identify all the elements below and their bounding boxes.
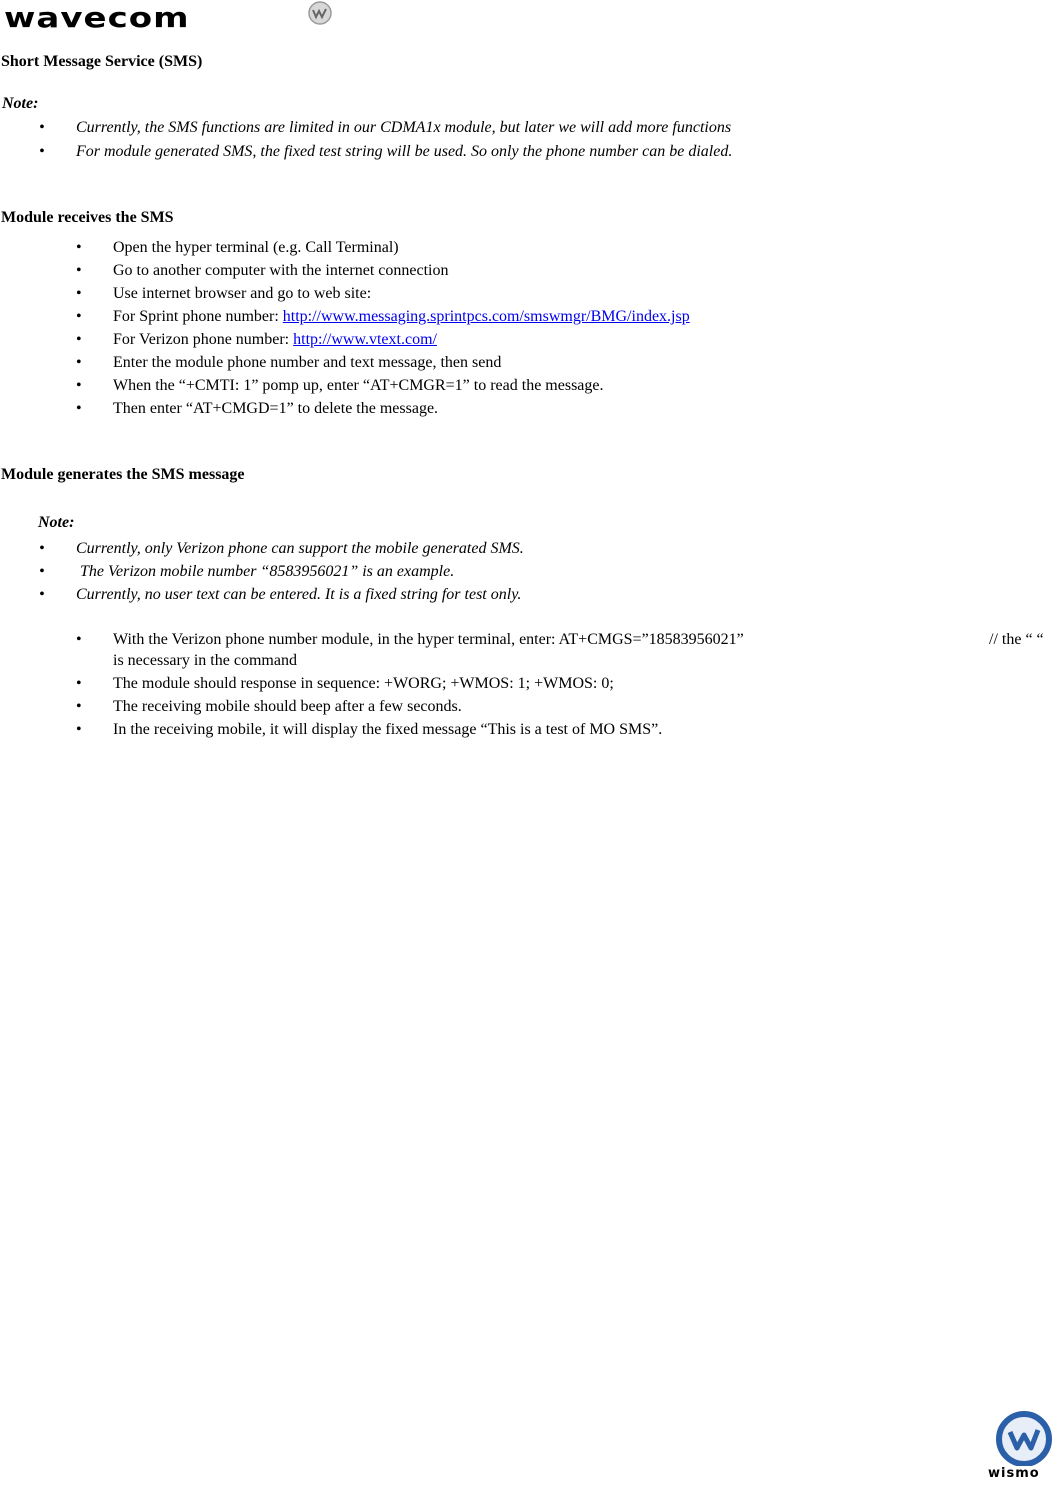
bullet-icon: • bbox=[39, 540, 45, 557]
list-item: • Go to another computer with the internet connection bbox=[113, 259, 448, 282]
section-heading-receive: Module receives the SMS bbox=[1, 209, 174, 226]
bullet-icon: • bbox=[76, 354, 82, 371]
list-item-step: • In the receiving mobile, it will display the fixed message “This is a test of MO SMS”. bbox=[113, 718, 662, 741]
note-label: Note: bbox=[38, 514, 75, 531]
note-item: • Currently, no user text can be entered. It is a fixed string for test only. bbox=[76, 583, 521, 606]
note-item: • Currently, the SMS functions are limited in our CDMA1x module, but later we will add more functions bbox=[76, 116, 731, 139]
list-item-step: • The receiving mobile should beep after a few seconds. bbox=[113, 695, 462, 718]
bullet-icon: • bbox=[76, 400, 82, 417]
step-comment: // the “ “ bbox=[989, 631, 1044, 648]
bullet-icon: • bbox=[39, 586, 45, 603]
verizon-url-link[interactable]: http://www.vtext.com/ bbox=[293, 331, 437, 348]
bullet-icon: • bbox=[76, 331, 82, 348]
list-item: • Then enter “AT+CMGD=1” to delete the message. bbox=[113, 397, 438, 420]
sprint-url-link[interactable]: http://www.messaging.sprintpcs.com/smswmgr/BMG/index.jsp bbox=[282, 308, 690, 325]
list-item: • Use internet browser and go to web site: bbox=[113, 282, 371, 305]
note-item: • The Verizon mobile number “8583956021” is an example. bbox=[76, 560, 454, 583]
bullet-icon: • bbox=[76, 285, 82, 302]
list-item: • Open the hyper terminal (e.g. Call Terminal) bbox=[113, 236, 399, 259]
note-item: • Currently, only Verizon phone can support the mobile generated SMS. bbox=[76, 537, 524, 560]
note-label: Note: bbox=[2, 95, 39, 112]
bullet-icon: • bbox=[76, 239, 82, 256]
bullet-icon: • bbox=[39, 143, 45, 160]
step-continuation: is necessary in the command bbox=[113, 652, 297, 669]
list-item-sprint: • For Sprint phone number: http://www.messaging.sprintpcs.com/smswmgr/BMG/index.jsp bbox=[113, 305, 690, 328]
list-item: • When the “+CMTI: 1” pomp up, enter “AT+CMGR=1” to read the message. bbox=[113, 374, 604, 397]
list-item-step: • With the Verizon phone number module, in the hyper terminal, enter: AT+CMGS=”18583956021” bbox=[113, 628, 744, 651]
wismo-logo-text: wismo bbox=[988, 1466, 1040, 1481]
bullet-icon: • bbox=[76, 377, 82, 394]
wavecom-mark-icon bbox=[306, 0, 334, 26]
bullet-icon: • bbox=[76, 308, 82, 325]
wismo-logo bbox=[986, 1410, 1056, 1482]
wismo-mark-icon bbox=[986, 1410, 1056, 1466]
bullet-icon: • bbox=[76, 631, 82, 648]
wavecom-logo bbox=[4, 2, 190, 42]
bullet-icon: • bbox=[39, 119, 45, 136]
page-title: Short Message Service (SMS) bbox=[1, 53, 203, 70]
list-item-step: • The module should response in sequence: +WORG; +WMOS: 1; +WMOS: 0; bbox=[113, 672, 614, 695]
bullet-icon: • bbox=[39, 563, 45, 580]
wavecom-logo-text: wavecom bbox=[4, 2, 190, 34]
bullet-icon: • bbox=[76, 675, 82, 692]
bullet-icon: • bbox=[76, 262, 82, 279]
bullet-icon: • bbox=[76, 721, 82, 738]
note-item: • For module generated SMS, the fixed test string will be used. So only the phone number can be dialed. bbox=[76, 140, 732, 163]
list-item: • Enter the module phone number and text message, then send bbox=[113, 351, 501, 374]
list-item-verizon: • For Verizon phone number: http://www.vtext.com/ bbox=[113, 328, 437, 351]
bullet-icon: • bbox=[76, 698, 82, 715]
section-heading-generate: Module generates the SMS message bbox=[1, 466, 245, 483]
